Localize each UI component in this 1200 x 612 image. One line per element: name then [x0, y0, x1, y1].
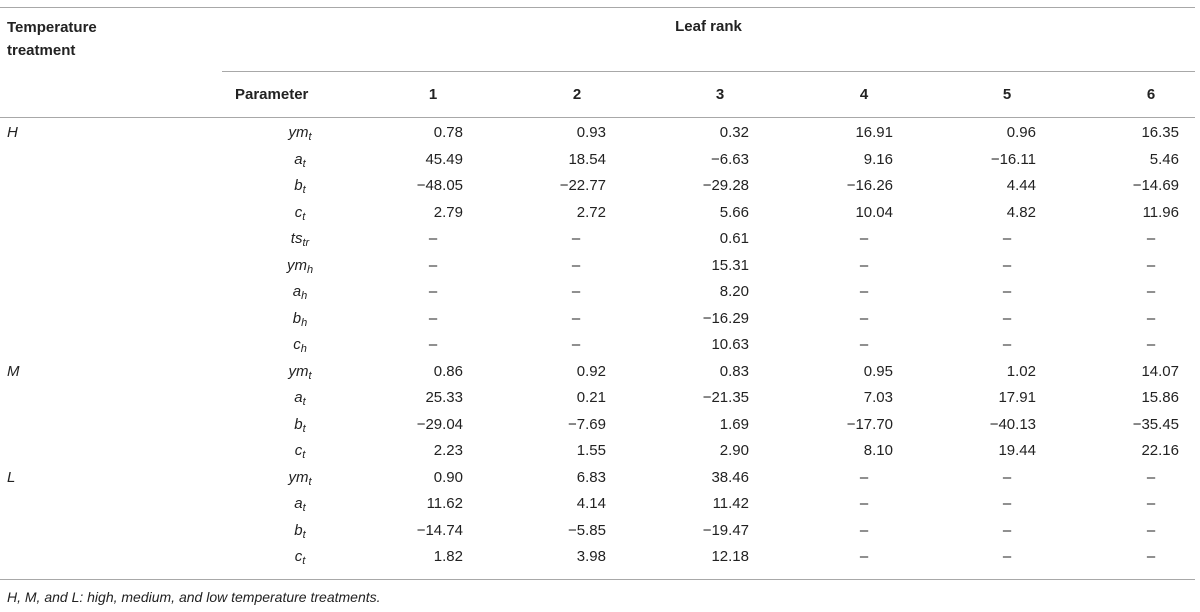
table-sub-rule	[222, 71, 1195, 72]
value-cell: –	[1146, 548, 1156, 565]
value-cell: –	[1002, 256, 1012, 274]
value-cell: –	[1146, 521, 1156, 539]
parameter-subscript: h	[301, 290, 308, 302]
parameter-label	[270, 389, 330, 406]
parameter-label	[270, 522, 330, 539]
value-cell: 22.16	[1141, 442, 1179, 459]
header-rank-4: 4	[859, 86, 869, 103]
parameter-symbol: ym	[288, 124, 309, 141]
parameter-label	[270, 283, 330, 300]
value-cell: −7.69	[568, 415, 606, 433]
value-cell: −29.28	[702, 177, 749, 194]
value-cell: 8.20	[719, 283, 749, 300]
value-cell: −35.45	[1132, 415, 1179, 433]
parameter-label	[270, 230, 330, 247]
parameter-symbol: c	[294, 548, 303, 565]
parameter-symbol: a	[292, 283, 302, 300]
value-cell: 0.96	[1006, 124, 1036, 141]
table-row	[0, 253, 1195, 280]
value-cell: −14.74	[416, 521, 463, 539]
parameter-symbol: ym	[288, 362, 309, 380]
parameter-label	[270, 310, 330, 327]
table-row	[0, 465, 1195, 492]
value-cell: 45.49	[425, 150, 463, 168]
value-cell: –	[859, 230, 869, 247]
value-cell: –	[1146, 283, 1156, 300]
value-cell: –	[428, 336, 438, 353]
value-cell: −21.35	[702, 389, 749, 406]
parameter-label	[270, 469, 330, 486]
value-cell: 38.46	[711, 468, 749, 486]
header-rank-2: 2	[572, 86, 582, 103]
value-cell: –	[1146, 256, 1156, 274]
value-cell: 19.44	[998, 442, 1036, 459]
table-footnote: H, M, and L: high, medium, and low temperature treatments.	[7, 589, 381, 605]
value-cell: 11.62	[426, 495, 463, 512]
value-cell: 10.04	[855, 203, 893, 221]
parameter-symbol: b	[292, 309, 302, 327]
parameter-label	[270, 257, 330, 274]
value-cell: −48.05	[416, 177, 463, 194]
value-cell: 1.02	[1006, 362, 1036, 380]
value-cell: 0.92	[576, 362, 606, 380]
value-cell: 0.61	[719, 230, 749, 247]
value-cell: –	[571, 283, 581, 300]
value-cell: 11.42	[712, 495, 749, 512]
value-cell: 8.10	[863, 442, 893, 459]
value-cell: –	[571, 336, 581, 353]
value-cell: −40.13	[989, 415, 1036, 433]
parameter-symbol: c	[293, 336, 301, 353]
parameter-label	[270, 124, 330, 141]
value-cell: 4.82	[1006, 203, 1036, 221]
parameter-label	[270, 204, 330, 221]
value-cell: –	[571, 256, 581, 274]
table-row	[0, 518, 1195, 545]
parameter-subscript: t	[302, 396, 306, 408]
value-cell: 4.44	[1006, 177, 1036, 194]
parameter-subscript: t	[302, 555, 306, 567]
parameter-subscript: h	[301, 316, 308, 329]
value-cell: −5.85	[568, 521, 606, 539]
header-leaf-rank: Leaf rank	[675, 18, 742, 35]
value-cell: –	[1002, 468, 1012, 486]
value-cell: –	[1002, 548, 1012, 565]
parameter-symbol: b	[294, 415, 303, 433]
parameter-subscript: t	[302, 422, 306, 435]
value-cell: 15.86	[1141, 389, 1179, 406]
parameter-subscript: t	[302, 502, 306, 514]
value-cell: 11.96	[1142, 203, 1179, 221]
parameter-label	[270, 151, 330, 168]
parameter-subscript: t	[302, 449, 306, 461]
table-row	[0, 359, 1195, 386]
table-row	[0, 306, 1195, 333]
parameter-label	[270, 416, 330, 433]
table-row	[0, 173, 1195, 200]
parameter-subscript: t	[308, 475, 312, 488]
parameter-subscript: t	[302, 528, 306, 541]
value-cell: 0.90	[433, 468, 463, 486]
value-cell: 18.54	[568, 150, 606, 168]
value-cell: 0.93	[576, 124, 606, 141]
parameter-label	[270, 442, 330, 459]
table-row	[0, 438, 1195, 465]
parameter-label	[270, 363, 330, 380]
value-cell: 15.31	[711, 256, 749, 274]
value-cell: −29.04	[416, 415, 463, 433]
value-cell: –	[1002, 336, 1012, 353]
value-cell: –	[1002, 230, 1012, 247]
header-rank-5: 5	[1002, 86, 1012, 103]
table-row	[0, 332, 1195, 359]
value-cell: –	[428, 283, 438, 300]
table-row	[0, 412, 1195, 439]
table-row	[0, 226, 1195, 253]
value-cell: 5.66	[719, 203, 749, 221]
value-cell: 16.91	[855, 124, 893, 141]
parameter-symbol: ym	[286, 256, 307, 274]
value-cell: 10.63	[711, 336, 749, 353]
parameter-subscript: h	[300, 343, 307, 355]
value-cell: –	[1002, 309, 1012, 327]
header-rank-6: 6	[1146, 86, 1156, 103]
value-cell: −6.63	[711, 150, 749, 168]
parameter-label	[270, 548, 330, 565]
value-cell: 12.18	[711, 548, 749, 565]
value-cell: 2.23	[433, 442, 463, 459]
parameter-symbol: ts	[290, 230, 303, 247]
parameter-label	[270, 336, 330, 353]
value-cell: –	[1146, 495, 1156, 512]
table-row	[0, 544, 1195, 571]
value-cell: −14.69	[1132, 177, 1179, 194]
value-cell: 2.90	[719, 442, 749, 459]
value-cell: –	[859, 495, 869, 512]
parameter-symbol: b	[294, 177, 303, 194]
value-cell: –	[859, 336, 869, 353]
value-cell: –	[1002, 521, 1012, 539]
table-row	[0, 147, 1195, 174]
treatment-label: L	[7, 468, 16, 486]
value-cell: 9.16	[863, 150, 893, 168]
value-cell: 14.07	[1141, 362, 1179, 380]
value-cell: –	[571, 309, 581, 327]
parameter-symbol: ym	[288, 468, 309, 486]
table-row	[0, 120, 1195, 147]
parameter-label	[270, 495, 330, 512]
parameter-subscript: h	[306, 263, 314, 276]
value-cell: 2.72	[576, 203, 606, 221]
parameter-symbol: b	[294, 521, 303, 539]
header-temperature-treatment: Temperature treatment	[7, 19, 97, 59]
value-cell: −16.29	[702, 309, 749, 327]
value-cell: –	[1146, 468, 1156, 486]
value-cell: 6.83	[576, 468, 606, 486]
value-cell: 16.35	[1141, 124, 1179, 141]
value-cell: 0.86	[433, 362, 463, 380]
value-cell: 2.79	[433, 203, 463, 221]
value-cell: −19.47	[702, 521, 749, 539]
value-cell: –	[1146, 309, 1156, 327]
treatment-label: M	[7, 362, 20, 380]
value-cell: –	[1146, 230, 1156, 247]
table-row	[0, 491, 1195, 518]
header-parameter: Parameter	[235, 86, 309, 103]
parameter-subscript: t	[302, 184, 306, 196]
parameter-subscript: tr	[302, 237, 310, 249]
table-top-rule	[0, 7, 1195, 8]
value-cell: –	[859, 256, 869, 274]
value-cell: –	[428, 230, 438, 247]
parameter-subscript: t	[308, 131, 312, 143]
value-cell: 4.14	[576, 495, 606, 512]
value-cell: −16.11	[990, 150, 1036, 168]
value-cell: 0.21	[576, 389, 606, 406]
value-cell: 1.82	[433, 548, 463, 565]
value-cell: −22.77	[559, 177, 606, 194]
table-header-rule	[0, 117, 1195, 118]
value-cell: −17.70	[846, 415, 893, 433]
value-cell: –	[428, 309, 438, 327]
value-cell: 17.91	[998, 389, 1036, 406]
table-row	[0, 385, 1195, 412]
value-cell: –	[859, 283, 869, 300]
value-cell: 1.55	[576, 442, 606, 459]
parameter-subscript: t	[308, 369, 312, 382]
value-cell: 0.78	[433, 124, 463, 141]
treatment-label: H	[7, 124, 18, 141]
parameter-subscript: t	[302, 210, 306, 223]
parameter-symbol: a	[294, 150, 303, 168]
value-cell: −16.26	[846, 177, 893, 194]
value-cell: –	[859, 548, 869, 565]
parameter-symbol: c	[294, 442, 303, 459]
value-cell: –	[1146, 336, 1156, 353]
value-cell: –	[428, 256, 438, 274]
value-cell: 3.98	[576, 548, 606, 565]
table-bottom-rule	[0, 579, 1195, 580]
value-cell: –	[859, 521, 869, 539]
value-cell: –	[571, 230, 581, 247]
header-rank-3: 3	[715, 86, 725, 103]
value-cell: –	[1002, 495, 1012, 512]
value-cell: 25.33	[425, 389, 463, 406]
parameter-symbol: a	[294, 389, 303, 406]
value-cell: –	[1002, 283, 1012, 300]
value-cell: –	[859, 468, 869, 486]
parameter-subscript: t	[302, 157, 306, 170]
parameter-symbol: a	[294, 495, 303, 512]
value-cell: –	[859, 309, 869, 327]
table-row	[0, 279, 1195, 306]
value-cell: 1.69	[719, 415, 749, 433]
parameter-label	[270, 177, 330, 194]
value-cell: 0.95	[863, 362, 893, 380]
value-cell: 7.03	[863, 389, 893, 406]
value-cell: 0.32	[719, 124, 749, 141]
header-rank-1: 1	[428, 86, 438, 103]
table-row	[0, 200, 1195, 227]
value-cell: 5.46	[1149, 150, 1179, 168]
value-cell: 0.83	[719, 362, 749, 380]
parameter-symbol: c	[294, 203, 303, 221]
